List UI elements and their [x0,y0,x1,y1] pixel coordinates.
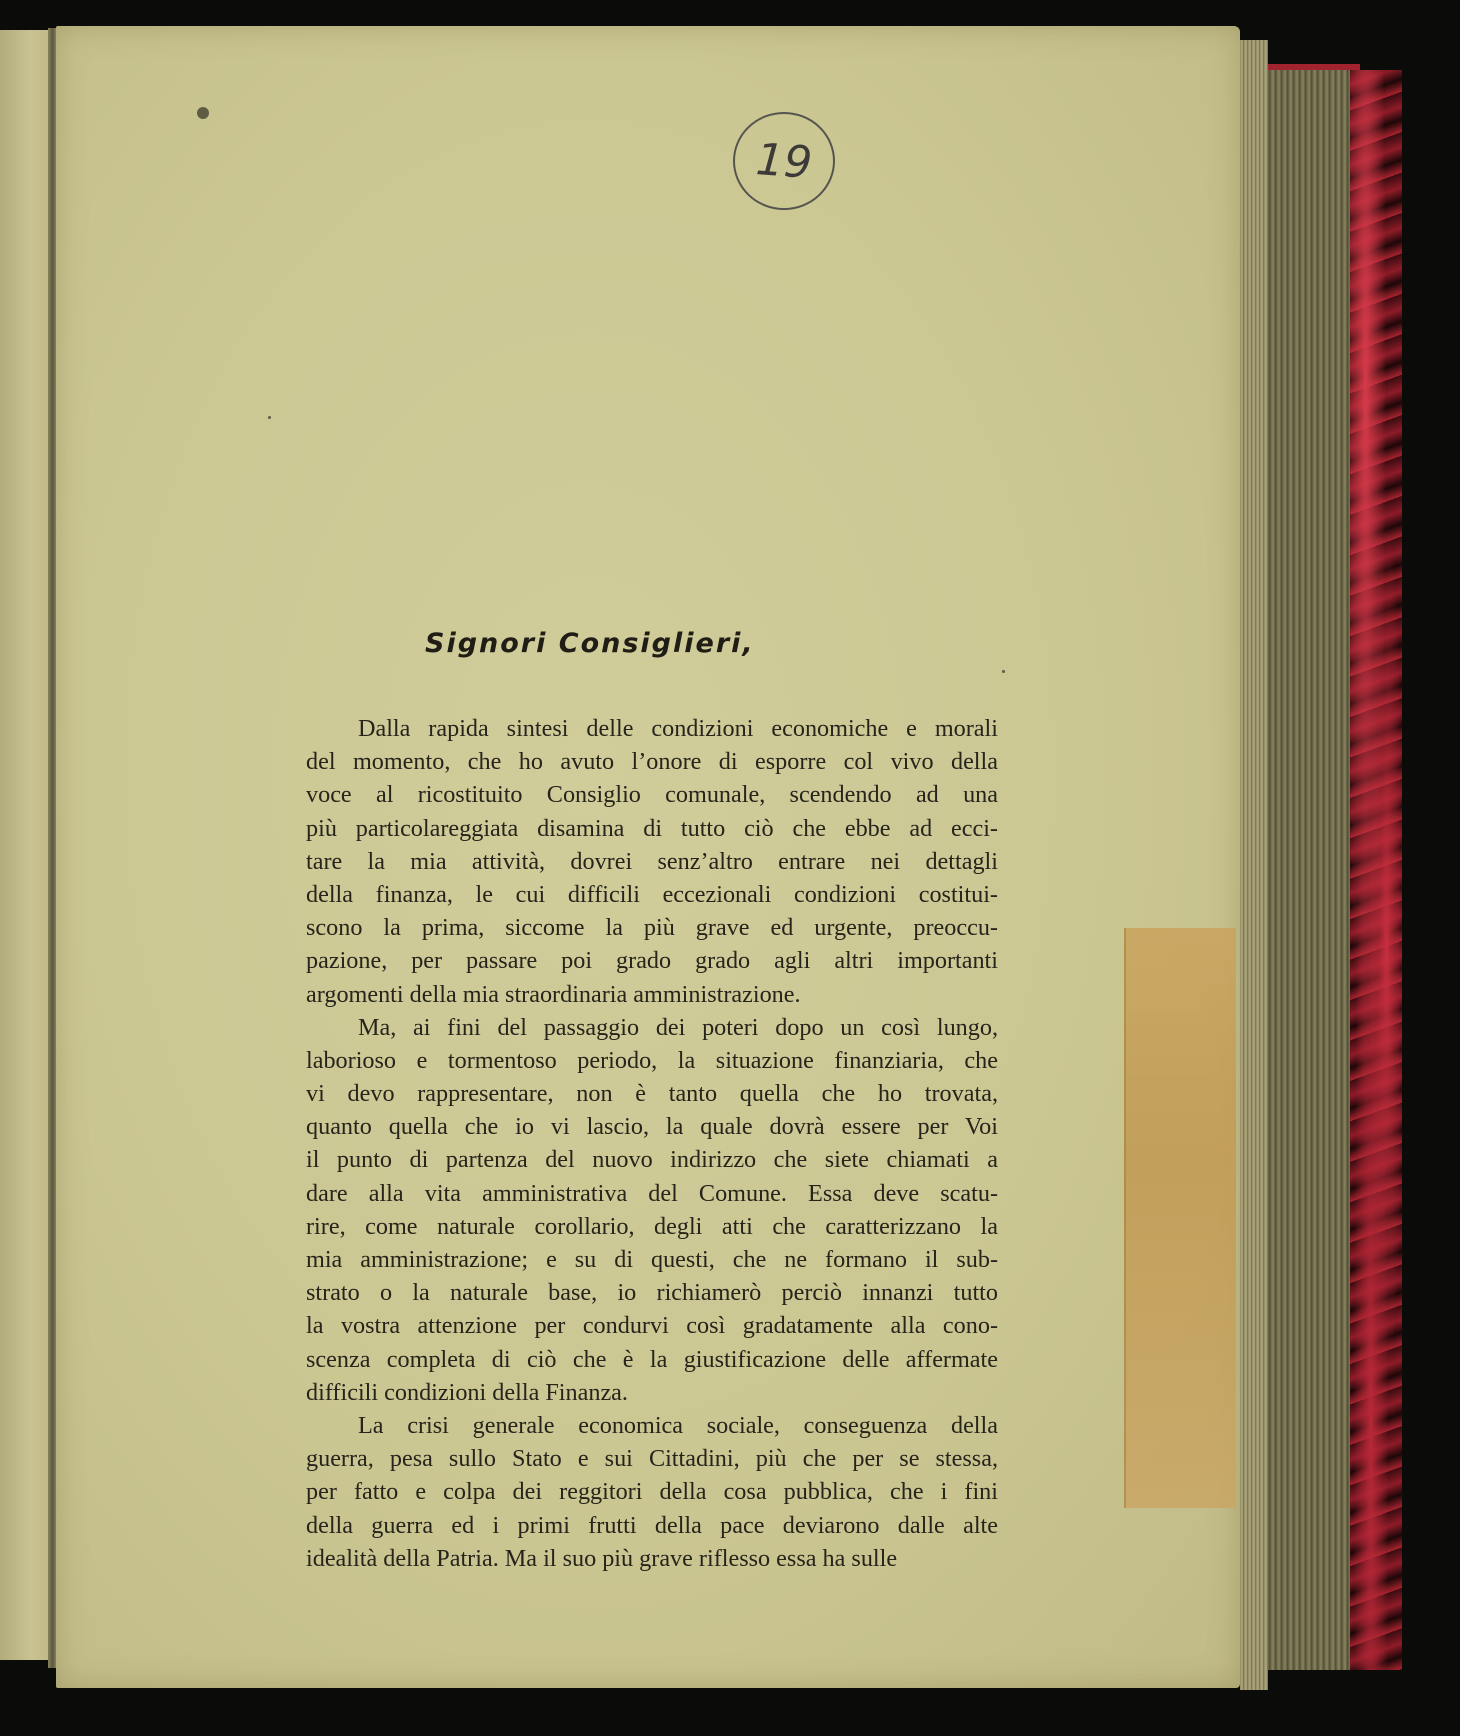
text-line: della finanza, le cui difficili eccezionali condizioni costitui- [306,880,998,908]
ink-speck [1002,670,1005,673]
marbled-red-binding [1350,70,1402,1670]
text-line: scono la prima, siccome la più grave ed urgente, preoccu- [306,914,998,942]
text-line: tare la mia attività, dovrei senz’altro entrare nei dettagli [306,847,998,875]
text-line: argomenti della mia straordinaria amministrazione. [306,980,801,1008]
text-line: rire, come naturale corollario, degli atti che caratterizzano la [306,1212,998,1240]
body-text [306,712,998,1575]
text-line: più particolareggiata disamina di tutto ciò che ebbe ad ecci- [306,814,998,842]
text-line: laborioso e tormentoso periodo, la situazione finanziaria, che [306,1046,998,1074]
text-line: pazione, per passare poi grado grado agli altri importanti [306,947,998,975]
text-line: per fatto e colpa dei reggitori della cosa pubblica, che i fini [306,1478,998,1506]
handwritten-page-number [730,108,838,214]
page-number-text: 19 [754,133,814,189]
page-edges [1240,40,1268,1690]
text-line: strato o la naturale base, io richiamerò perciò innanzi tutto [306,1279,998,1307]
page-title: Signori Consiglieri, [425,628,755,659]
text-line: scenza completa di ciò che è la giustificazione delle affermate [306,1345,998,1373]
text-line: mia amministrazione; e su di questi, che ne formano il sub- [306,1246,998,1273]
left-page-edge [0,30,52,1660]
text-line: Ma, ai fini del passaggio dei poteri dopo un così lungo, [358,1013,998,1041]
text-line: del momento, che ho avuto l’onore di esporre col vivo della [306,748,998,776]
text-line: guerra, pesa sullo Stato e sui Cittadini, più che per se stessa, [306,1445,998,1473]
paragraph [306,712,998,1011]
text-line: dare alla vita amministrativa del Comune. Essa deve scatu- [306,1179,998,1207]
text-line: il punto di partenza del nuovo indirizzo che siete chiamati a [306,1146,998,1174]
tape-repair-patch [1124,928,1236,1508]
paragraph [306,1409,998,1575]
text-line: vi devo rappresentare, non è tanto quella che ho trovata, [306,1080,998,1108]
ink-speck [268,416,271,419]
text-line: la vostra attenzione per condurvi così gradatamente alla cono- [306,1312,998,1340]
text-line: difficili condizioni della Finanza. [306,1378,628,1406]
text-line: quanto quella che io vi lascio, la quale dovrà essere per Voi [306,1113,998,1141]
text-line: idealità della Patria. Ma il suo più grave riflesso essa ha sulle [306,1544,898,1572]
ink-speck [197,107,209,119]
paragraph [306,1011,998,1409]
text-line: voce al ricostituito Consiglio comunale, scendendo ad una [306,781,998,809]
text-line: La crisi generale economica sociale, conseguenza della [358,1411,998,1439]
text-line: Dalla rapida sintesi delle condizioni economiche e morali [358,715,998,742]
text-line: della guerra ed i primi frutti della pace deviarono dalle alte [306,1511,998,1539]
